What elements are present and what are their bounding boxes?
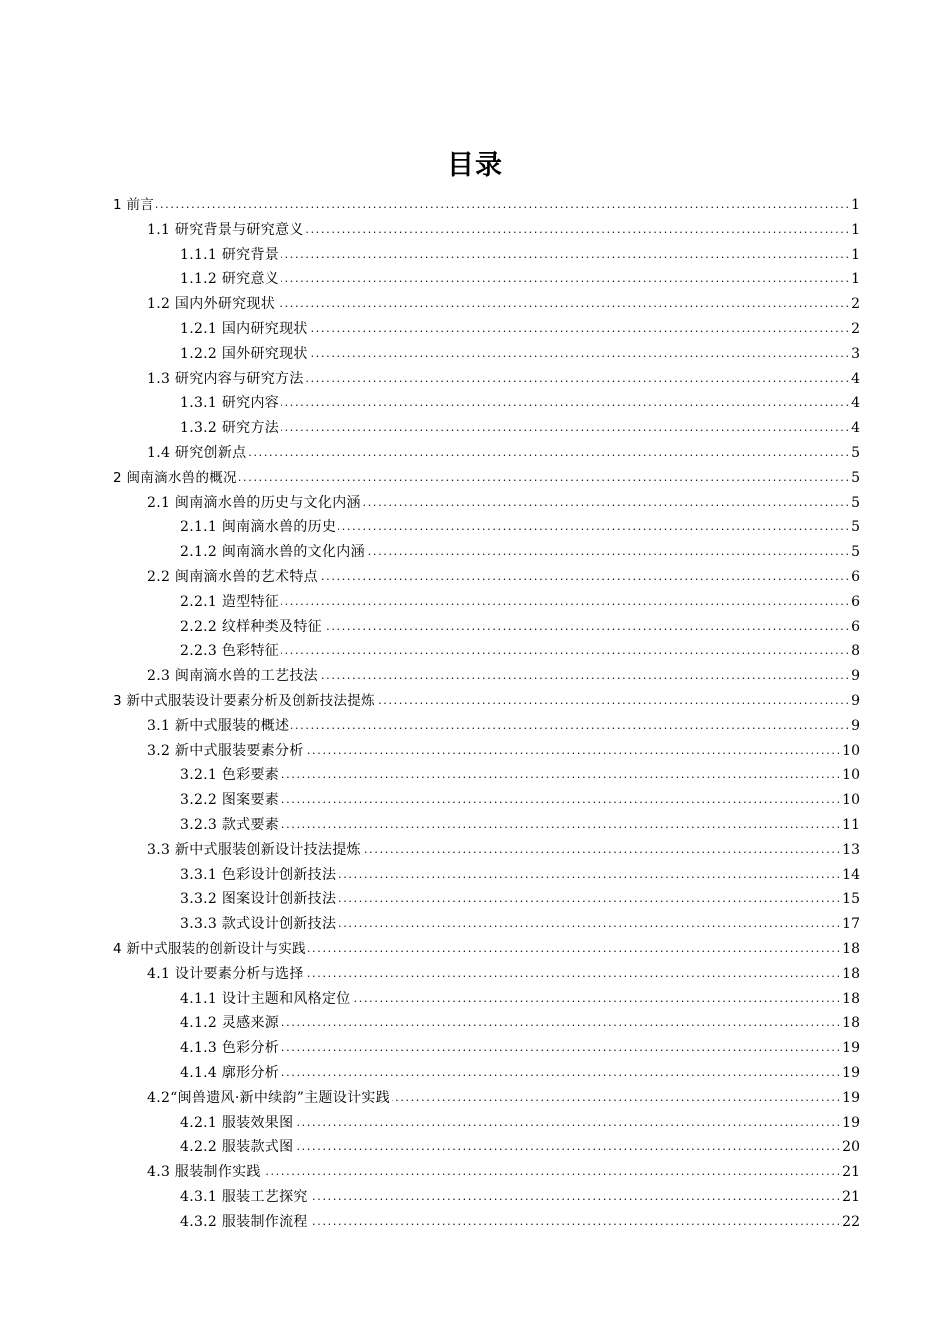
toc-entry-label: 1.3 研究内容与研究方法 [147, 370, 304, 387]
toc-entry-page-number: 10 [842, 792, 860, 809]
toc-dot-leader [338, 515, 848, 540]
toc-entry[interactable] [0, 763, 950, 788]
toc-dot-leader [310, 342, 848, 367]
toc-entry-label: 3.3 新中式服装创新设计技法提炼 [147, 841, 361, 858]
toc-entry[interactable] [0, 664, 950, 689]
toc-entry-label: 1.4 研究创新点 [147, 445, 247, 461]
toc-dot-leader [338, 912, 839, 937]
toc-entry-page-number: 19 [842, 1065, 860, 1081]
toc-entry-page-number: 18 [842, 990, 860, 1007]
toc-entry[interactable] [0, 391, 950, 416]
toc-entry-label: 2.3 闽南滴水兽的工艺技法 [147, 668, 318, 685]
toc-dot-leader [306, 367, 848, 392]
toc-entry-label: 2.1 闽南滴水兽的历史与文化内涵 [147, 494, 361, 511]
toc-entry[interactable] [0, 466, 950, 491]
toc-entry-page-number: 21 [842, 1164, 860, 1181]
toc-entry[interactable] [0, 714, 950, 739]
toc-entry[interactable] [0, 243, 950, 268]
toc-entry-page-number: 22 [842, 1213, 860, 1230]
toc-dot-leader [281, 243, 848, 268]
toc-entry-page-number: 21 [842, 1189, 860, 1205]
toc-dot-leader [281, 1061, 839, 1086]
toc-entry-label: 2.2 闽南滴水兽的艺术特点 [147, 569, 318, 585]
toc-entry[interactable] [0, 1036, 950, 1061]
toc-dot-leader [281, 639, 848, 664]
toc-entry-page-number: 1 [851, 271, 860, 288]
toc-entry-label: 4.2.2 服装款式图 [180, 1139, 294, 1156]
toc-entry[interactable] [0, 342, 950, 367]
toc-entry-label: 4.1 设计要素分析与选择 [147, 965, 304, 982]
toc-entry[interactable] [0, 491, 950, 516]
toc-entry-label: 3.3.1 色彩设计创新技法 [180, 866, 337, 883]
toc-dot-leader [281, 416, 848, 441]
toc-entry[interactable] [0, 540, 950, 565]
toc-entry-label: 1.3.2 研究方法 [180, 420, 280, 437]
toc-entry-label: 4.1.1 设计主题和风格定位 [180, 990, 351, 1007]
toc-dot-leader [310, 1210, 840, 1235]
toc-entry[interactable] [0, 193, 950, 218]
toc-entry[interactable] [0, 813, 950, 838]
toc-entry-page-number: 1 [851, 197, 860, 213]
toc-entry[interactable] [0, 863, 950, 888]
toc-dot-leader [320, 664, 848, 689]
toc-entry-label: 2.1.1 闽南滴水兽的历史 [180, 519, 337, 536]
toc-entry[interactable] [0, 218, 950, 243]
toc-entry-page-number: 5 [851, 494, 860, 511]
toc-entry-page-number: 18 [842, 965, 860, 982]
toc-dot-leader [338, 863, 839, 888]
toc-entry-label: 3.2.2 图案要素 [180, 792, 280, 809]
toc-entry-page-number: 9 [851, 693, 860, 709]
toc-dot-leader [295, 1111, 839, 1136]
toc-dot-leader [310, 317, 848, 342]
toc-dot-leader [353, 987, 840, 1012]
toc-entry-label: 4.3.2 服装制作流程 [180, 1213, 308, 1230]
toc-dot-leader [367, 540, 848, 565]
toc-entry-page-number: 10 [842, 767, 860, 784]
toc-entry-label: 4.2.1 服装效果图 [180, 1114, 294, 1131]
toc-entry-page-number: 10 [842, 742, 860, 759]
toc-dot-leader [281, 788, 839, 813]
toc-entry-page-number: 20 [842, 1139, 860, 1156]
toc-entry-label: 4 新中式服装的创新设计与实践 [113, 941, 306, 957]
toc-entry-page-number: 19 [842, 1089, 860, 1106]
toc-entry[interactable] [0, 912, 950, 937]
toc-entry[interactable] [0, 739, 950, 764]
toc-entry-page-number: 9 [851, 668, 860, 685]
toc-dot-leader [324, 615, 848, 640]
toc-entry-page-number: 2 [851, 296, 860, 313]
toc-entry[interactable] [0, 689, 950, 714]
toc-entry-label: 2.2.2 纹样种类及特征 [180, 618, 322, 635]
toc-entry-label: 2.1.2 闽南滴水兽的文化内涵 [180, 544, 365, 561]
toc-dot-leader [281, 763, 839, 788]
toc-entry-label: 4.1.4 廓形分析 [180, 1065, 280, 1081]
toc-entry-label: 2.2.3 色彩特征 [180, 643, 280, 660]
toc-entry[interactable] [0, 1111, 950, 1136]
toc-entry-page-number: 1 [851, 221, 860, 238]
toc-entry-page-number: 14 [842, 866, 860, 883]
toc-dot-leader [392, 1086, 839, 1111]
toc-entry[interactable] [0, 1210, 950, 1235]
toc-entry-page-number: 9 [851, 717, 860, 734]
toc-entry-page-number: 19 [842, 1040, 860, 1057]
toc-entry[interactable] [0, 788, 950, 813]
toc-entry[interactable] [0, 615, 950, 640]
toc-entry-label: 3.2.1 色彩要素 [180, 767, 280, 784]
toc-entry-label: 1 前言 [113, 197, 155, 213]
toc-dot-leader [320, 565, 848, 590]
toc-entry-page-number: 6 [851, 618, 860, 635]
toc-dot-leader [281, 391, 848, 416]
toc-entry[interactable] [0, 987, 950, 1012]
toc-entry[interactable] [0, 1086, 950, 1111]
toc-dot-leader [156, 193, 848, 218]
toc-dot-leader [338, 887, 839, 912]
toc-entry[interactable] [0, 515, 950, 540]
toc-entry-page-number: 4 [851, 370, 860, 387]
toc-entry-label: 4.1.2 灵感来源 [180, 1015, 280, 1032]
toc-dot-leader [248, 441, 848, 466]
toc-entry-page-number: 4 [851, 420, 860, 437]
toc-entry-page-number: 2 [851, 321, 860, 337]
toc-entry-page-number: 3 [851, 345, 860, 362]
toc-entry-page-number: 8 [851, 643, 860, 660]
toc-dot-leader [295, 1135, 839, 1160]
toc-entry[interactable] [0, 1135, 950, 1160]
toc-entry-page-number: 18 [842, 1015, 860, 1032]
toc-entry-label: 1.2 国内外研究现状 [147, 296, 276, 313]
toc-entry-label: 1.1.2 研究意义 [180, 271, 280, 288]
toc-dot-leader [306, 962, 840, 987]
toc-entry-page-number: 5 [851, 519, 860, 536]
toc-dot-leader [281, 267, 848, 292]
toc-entry[interactable] [0, 367, 950, 392]
toc-entry-label: 1.2.2 国外研究现状 [180, 345, 308, 362]
toc-dot-leader [281, 1036, 839, 1061]
toc-entry-label: 3.2 新中式服装要素分析 [147, 742, 304, 759]
toc-entry[interactable] [0, 1160, 950, 1185]
toc-entry-label: 2 闽南滴水兽的概况 [113, 469, 237, 486]
toc-entry-page-number: 11 [842, 817, 860, 833]
toc-entry-page-number: 17 [842, 916, 860, 933]
toc-dot-leader [377, 689, 848, 714]
toc-entry[interactable] [0, 639, 950, 664]
toc-dot-leader [306, 218, 848, 243]
toc-entry-label: 1.2.1 国内研究现状 [180, 321, 308, 337]
toc-dot-leader [281, 590, 848, 615]
toc-entry[interactable] [0, 416, 950, 441]
toc-dot-leader [263, 1160, 839, 1185]
toc-entry-label: 1.1.1 研究背景 [180, 246, 280, 263]
toc-entry[interactable] [0, 441, 950, 466]
toc-entry-label: 3.3.3 款式设计创新技法 [180, 916, 337, 933]
toc-entry[interactable] [0, 1011, 950, 1036]
toc-entry-label: 3.1 新中式服装的概述 [147, 717, 290, 734]
toc-dot-leader [239, 466, 848, 491]
toc-entry-label: 2.2.1 造型特征 [180, 593, 280, 610]
toc-dot-leader [281, 813, 839, 838]
toc-entry[interactable] [0, 590, 950, 615]
toc-entry[interactable] [0, 292, 950, 317]
toc-dot-leader [310, 1185, 840, 1210]
toc-entry-page-number: 4 [851, 395, 860, 412]
toc-entry-page-number: 15 [842, 891, 860, 908]
toc-entry[interactable] [0, 962, 950, 987]
toc-entry-label: 4.3 服装制作实践 [147, 1164, 261, 1181]
toc-entry-page-number: 19 [842, 1114, 860, 1131]
toc-entry-label: 1.3.1 研究内容 [180, 395, 280, 412]
toc-entry[interactable] [0, 1185, 950, 1210]
toc-entry[interactable] [0, 317, 950, 342]
toc-entry-page-number: 5 [851, 445, 860, 461]
toc-entry-label: 3.2.3 款式要素 [180, 817, 280, 833]
toc-entry-label: 3 新中式服装设计要素分析及创新技法提炼 [113, 693, 375, 709]
toc-entry-page-number: 6 [851, 593, 860, 610]
toc-dot-leader [363, 838, 839, 863]
toc-dot-leader [308, 937, 839, 962]
toc-entry-page-number: 5 [851, 469, 860, 486]
toc-entry[interactable] [0, 1061, 950, 1086]
toc-dot-leader [306, 739, 840, 764]
toc-entry-label: 4.1.3 色彩分析 [180, 1040, 280, 1057]
toc-entry-page-number: 1 [851, 246, 860, 263]
toc-entry-page-number: 13 [842, 841, 860, 858]
toc-entry[interactable] [0, 937, 950, 962]
toc-dot-leader [281, 1011, 839, 1036]
toc-entry-label: 1.1 研究背景与研究意义 [147, 221, 304, 238]
toc-dot-leader [363, 491, 848, 516]
toc-entry[interactable] [0, 887, 950, 912]
toc-entry[interactable] [0, 838, 950, 863]
toc-entry[interactable] [0, 565, 950, 590]
toc-entry-label: 4.3.1 服装工艺探究 [180, 1189, 308, 1205]
toc-dot-leader [277, 292, 848, 317]
toc-dot-leader [291, 714, 848, 739]
toc-entry[interactable] [0, 267, 950, 292]
toc-entry-page-number: 5 [851, 544, 860, 561]
toc-entry-label: 4.2“闽兽遗风·新中续韵”主题设计实践 [147, 1089, 391, 1106]
page-title: 目录 [447, 150, 503, 181]
toc-entry-page-number: 6 [851, 569, 860, 585]
toc-entry-page-number: 18 [842, 941, 860, 957]
toc-entry-label: 3.3.2 图案设计创新技法 [180, 891, 337, 908]
